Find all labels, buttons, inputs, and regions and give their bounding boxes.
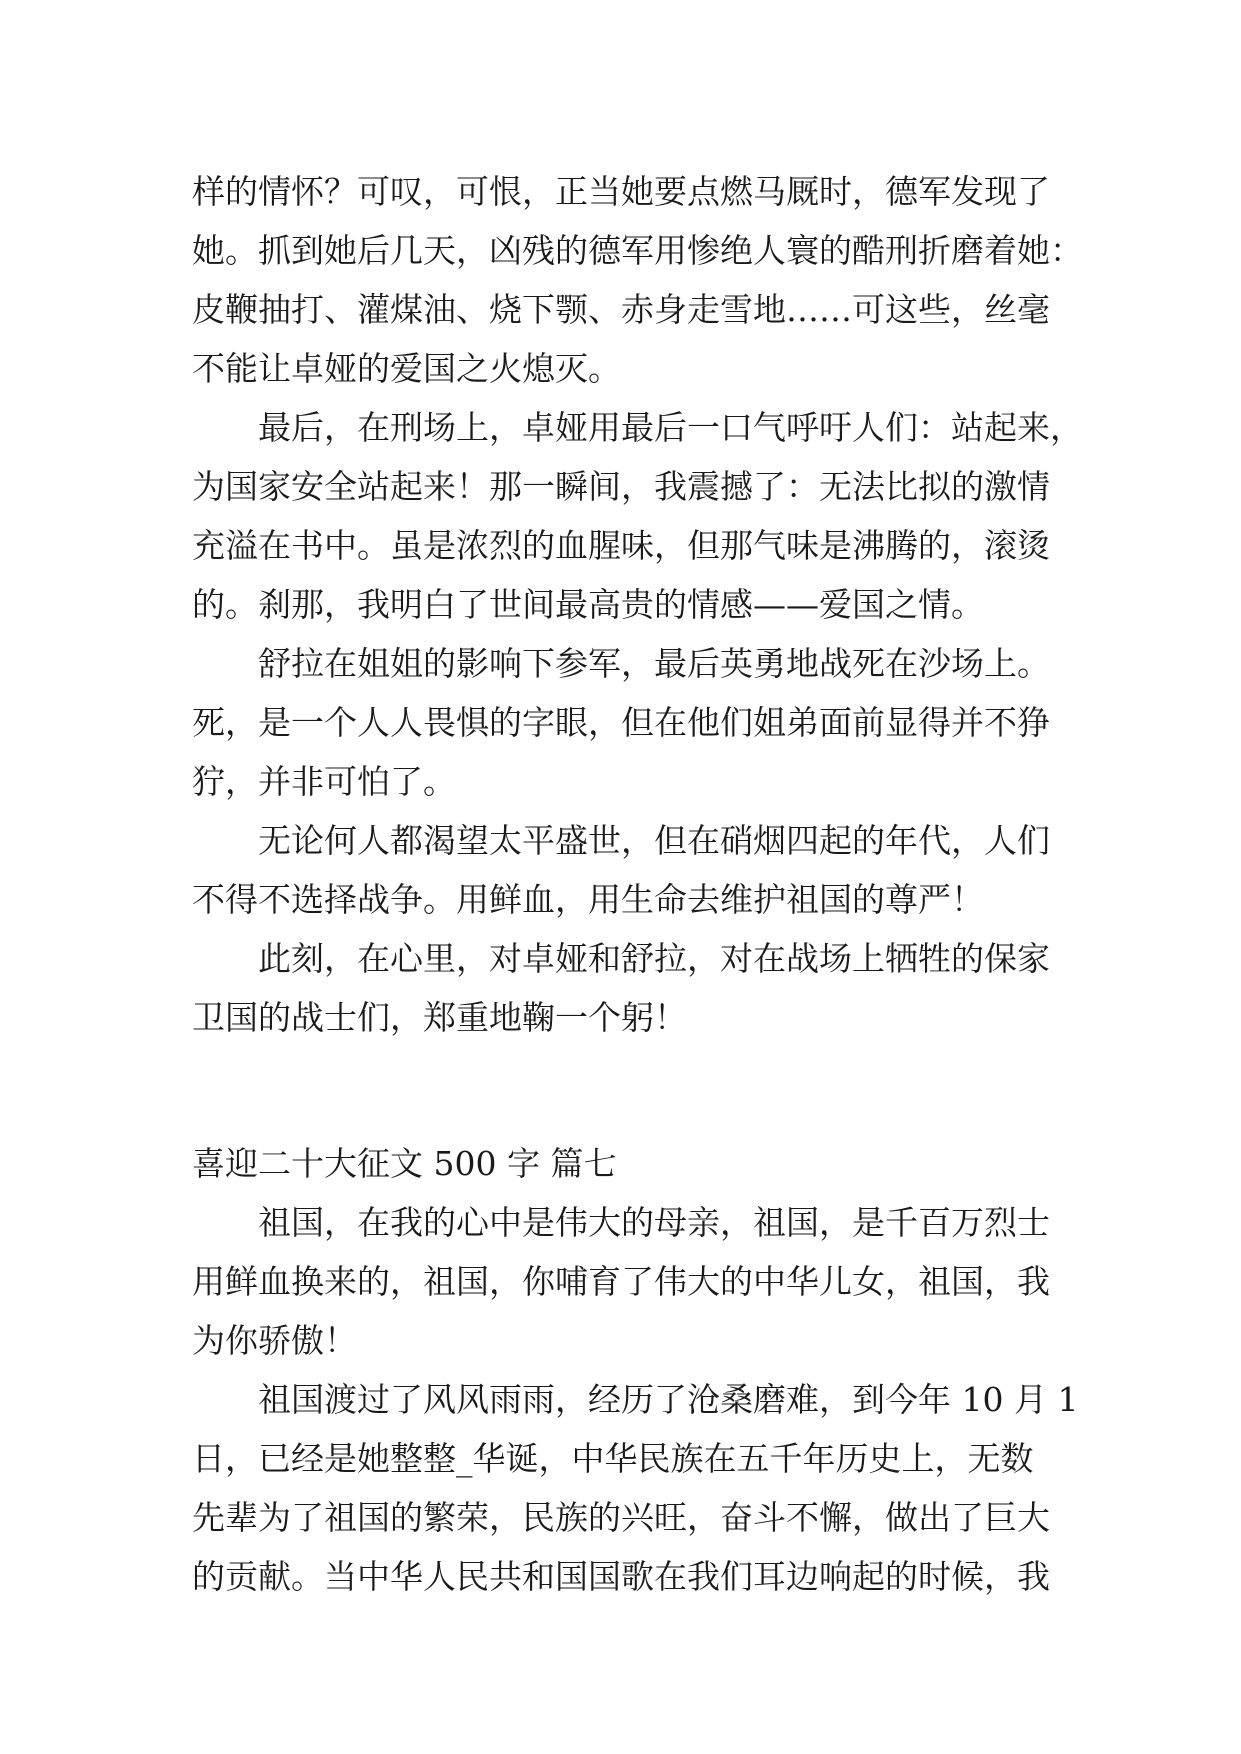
text-line: 的贡献。当中华人民共和国国歌在我们耳边响起的时候，我 xyxy=(192,1557,1050,1596)
paragraph-start-line: 舒拉在姐姐的影响下参军，最后英勇地战死在沙场上。 xyxy=(258,644,1050,683)
text-line: 皮鞭抽打、灌煤油、烧下颚、赤身走雪地……可这些，丝毫 xyxy=(192,290,1050,329)
text-line: 充溢在书中。虽是浓烈的血腥味，但那气味是沸腾的，滚烫 xyxy=(192,526,1050,565)
section-heading: 喜迎二十大征文 500 字 篇七 xyxy=(192,1144,617,1183)
text-line: 不得不选择战争。用鲜血，用生命去维护祖国的尊严！ xyxy=(192,880,984,919)
text-line: 样的情怀？可叹，可恨，正当她要点燃马厩时，德军发现了 xyxy=(192,172,1050,211)
text-line: 的。刹那，我明白了世间最高贵的情感——爱国之情。 xyxy=(192,585,984,624)
paragraph-start-line: 最后，在刑场上，卓娅用最后一口气呼吁人们：站起来， xyxy=(258,408,1083,447)
document-body xyxy=(192,162,1083,1606)
text-line: 为国家安全站起来！那一瞬间，我震撼了：无法比拟的激情 xyxy=(192,467,1050,506)
text-line: 死，是一个人人畏惧的字眼，但在他们姐弟面前显得并不狰 xyxy=(192,703,1050,742)
paragraph-start-line: 祖国，在我的心中是伟大的母亲，祖国，是千百万烈士 xyxy=(258,1203,1050,1242)
text-line: 先辈为了祖国的繁荣，民族的兴旺，奋斗不懈，做出了巨大 xyxy=(192,1498,1050,1537)
text-line: 不能让卓娅的爱国之火熄灭。 xyxy=(192,349,621,388)
text-line: 卫国的战士们，郑重地鞠一个躬！ xyxy=(192,998,687,1037)
paragraph-start-line: 无论何人都渴望太平盛世，但在硝烟四起的年代，人们 xyxy=(258,821,1050,860)
paragraph-start-line: 此刻，在心里，对卓娅和舒拉，对在战场上牺牲的保家 xyxy=(258,939,1050,978)
text-line: 用鲜血换来的，祖国，你哺育了伟大的中华儿女，祖国，我 xyxy=(192,1262,1050,1301)
section-spacer xyxy=(192,1047,1052,1134)
text-line: 她。抓到她后几天，凶残的德军用惨绝人寰的酷刑折磨着她： xyxy=(192,231,1083,270)
text-line: 狞，并非可怕了。 xyxy=(192,762,456,801)
text-line: 为你骄傲！ xyxy=(192,1321,357,1360)
text-line: 日，已经是她整整_华诞，中华民族在五千年历史上，无数 xyxy=(192,1439,1034,1478)
paragraph-start-line: 祖国渡过了风风雨雨，经历了沧桑磨难，到今年 10 月 1 xyxy=(258,1380,1079,1419)
